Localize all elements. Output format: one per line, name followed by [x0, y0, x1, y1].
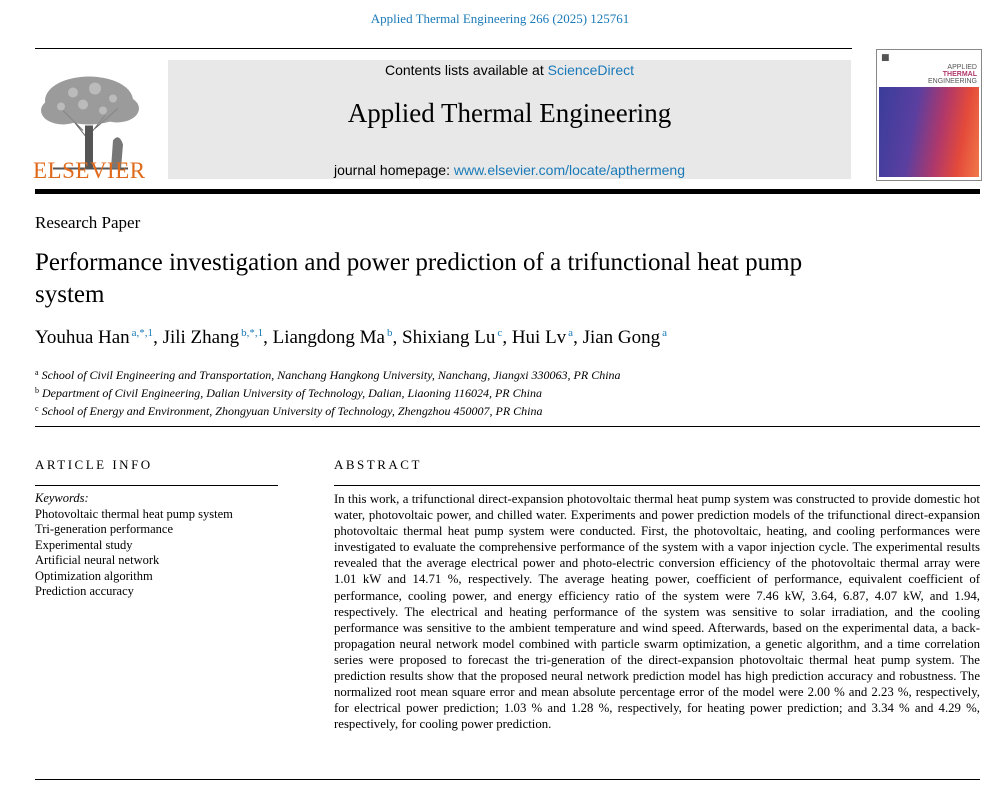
journal-cover-thumbnail[interactable]: [876, 49, 982, 181]
header-rule: [35, 48, 852, 49]
keyword: Experimental study: [35, 537, 133, 552]
author[interactable]: Hui Lv $^a$: [511, 327, 574, 348]
abstract-text: In this work, a trifunctional direct-expansion photovoltaic thermal heat pump system was constructed to provide domestic hot water, photovoltaic power, and chilled water. Experiments and power prediction models of the trifunctional direct-expansion photovoltaic thermal heat pump system were conducted. First, the photovoltaic, heating, and cooling performances were investigated to evaluate the comprehensive performance of the system with a vapor injection cycle. The experimental results revealed that the average electrical power and photo-electric conversion efficiency of the photovoltaic thermal array were 1.01 kW and 14.71 %, respectively. The average heating power, coefficient of performance, equivalent coefficient of performance, cooling power, and energy efficiency ratio of the system were 7.46 kW, 3.64, 6.87, 4.07 kW, and 1.94, respectively. The electrical and heating performance of the system was sensitive to solar irradiation, and the cooling performance was sensitive to the ambient temperature and wind speed. Afterwards, based on the experimental data, a back-propagation neural network model combined with particle swarm optimization, a genetic algorithm, and a time correlation series were proposed to forecast the tri-generation of the direct-expansion photovoltaic thermal heat pump system. The prediction results show that the proposed neural network prediction model has high prediction accuracy and robustness. The normalized root mean square error and mean absolute percentage error of the model were 2.00 % and 2.23 %, respectively, for electrical power prediction; 1.03 % and 1.28 %, respectively, for heating power prediction; and 3.34 % and 4.29 %, respectively, for cooling power prediction.: [334, 492, 980, 732]
article-info-rule: [35, 485, 278, 486]
cover-artwork: [879, 87, 979, 177]
author[interactable]: Shixiang Lu $^c$: [402, 327, 503, 348]
author[interactable]: Youhua Han $^{a,*,1}$: [35, 327, 154, 348]
elsevier-wordmark[interactable]: ELSEVIER: [33, 158, 146, 183]
contents-line: Contents lists available at ScienceDirect: [384, 62, 634, 78]
author[interactable]: Jian Gong $^a$: [582, 327, 668, 348]
author[interactable]: Jili Zhang $^{b,*,1}$: [162, 327, 264, 348]
elsevier-mini-icon: ■: [881, 53, 890, 63]
keyword: Photovoltaic thermal heat pump system: [35, 506, 233, 521]
affiliations: [35, 365, 621, 419]
header-thick-rule: [35, 189, 980, 194]
article-info-heading: ARTICLE INFO: [35, 457, 153, 472]
keyword: Tri-generation performance: [35, 522, 174, 536]
abstract-heading: ABSTRACT: [334, 457, 422, 472]
keyword: Prediction accuracy: [35, 584, 134, 598]
keywords-label: Keywords:: [35, 491, 89, 505]
footer-rule: [35, 779, 980, 780]
keywords-block: [35, 491, 233, 600]
journal-title: Applied Thermal Engineering: [347, 98, 672, 128]
sciencedirect-link[interactable]: ScienceDirect: [547, 62, 634, 78]
affiliation: $^a$ School of Civil Engineering and Transportation, Nanchang Hangkong University, Nanchang, Jiangxi 330063, PR China: [35, 368, 621, 382]
keyword: Optimization algorithm: [35, 568, 153, 583]
journal-homepage-link[interactable]: www.elsevier.com/locate/apthermeng: [453, 162, 685, 178]
article-title: Performance investigation and power prediction of a trifunctional heat pump system: [35, 249, 803, 308]
keyword: Artificial neural network: [35, 553, 160, 567]
affiliation: $^b$ Department of Civil Engineering, Dalian University of Technology, Dalian, Liaoning 116024, PR China: [35, 386, 542, 400]
author-list: Youhua Han $^{a,*,1}$, Jili Zhang $^{b,*,1}$, Liangdong Ma $^b$, Shixiang Lu $^c$, Hui Lv $^a$, Jian Gong $^a$: [35, 327, 668, 348]
article-type: Research Paper: [35, 213, 141, 232]
abstract-rule: [334, 485, 980, 486]
section-rule: [35, 426, 980, 427]
journal-banner: [168, 60, 851, 179]
homepage-line: journal homepage: www.elsevier.com/locate/apthermeng: [334, 162, 685, 178]
cover-title: APPLIED THERMAL ENGINEERING: [927, 64, 977, 85]
affiliation: $^c$ School of Energy and Environment, Zhongyuan University of Technology, Zhengzhou 450007, PR China: [35, 404, 543, 418]
author[interactable]: Liangdong Ma $^b$: [272, 327, 393, 348]
journal-citation[interactable]: Applied Thermal Engineering 266 (2025) 125761: [370, 11, 630, 26]
